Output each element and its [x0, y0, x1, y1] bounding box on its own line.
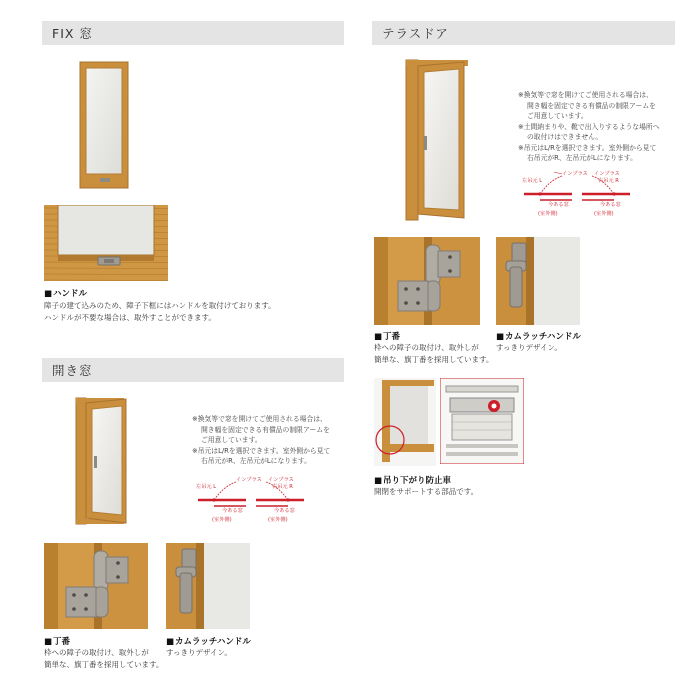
open-notes — [192, 414, 347, 467]
open-note1-line1: ※換気等で窓を開けてご使用される場合は、 — [192, 415, 327, 423]
terrace-note2-line1: ※土間納まりや、靴で出入りするような場所へ — [518, 122, 660, 131]
open-window-image — [74, 396, 132, 526]
open-section-header — [42, 358, 344, 382]
terrace-hinge-desc-line1: 枠への障子の取付け、取外しが — [374, 343, 479, 352]
terrace-hinge-diagram — [518, 166, 636, 218]
open-diagram-existing-right: 今ある窓 — [274, 508, 295, 514]
terrace-diagram-left-hinge-text: 左吊元 L — [522, 178, 543, 184]
terrace-note1-line1: ※換気等で窓を開けてご使用される場合は、 — [518, 91, 653, 99]
fix-handle-label: ■ ハンドル — [44, 287, 87, 299]
terrace-hinge-description — [374, 342, 494, 366]
terrace-diagram-existing-left: 今ある窓 — [548, 202, 569, 208]
fix-handle-desc-line2: ハンドルが不要な場合は、取外すことができます。 — [44, 313, 216, 322]
open-hinge-desc-line2: 簡単な、旗丁番を採用しています。 — [44, 660, 164, 669]
sag-door-image — [374, 378, 436, 466]
sag-desc-line1: 開閉をサポートする部品です。 — [374, 487, 479, 496]
terrace-hinge-desc-line2: 簡単な、旗丁番を採用しています。 — [374, 355, 494, 364]
terrace-diagram-outdoor-right: (室外側) — [594, 211, 614, 217]
sag-label: ■ 吊り下がり防止車 — [374, 474, 451, 486]
open-diagram-outdoor-left: (室外側) — [212, 517, 232, 523]
terrace-latch-description — [496, 342, 616, 354]
open-latch-description — [166, 647, 286, 659]
terrace-hinge-image — [374, 237, 480, 325]
open-hinge-label: ■ 丁番 — [44, 635, 70, 647]
terrace-latch-label: ■ カムラッチハンドル — [496, 330, 581, 342]
terrace-latch-image — [496, 237, 580, 325]
terrace-section-title: テラスドア — [382, 26, 449, 41]
terrace-note3-line1: ※吊元はL/Rを選択できます。室外側から見て — [518, 143, 657, 152]
terrace-note2-line2: の取付けはできません。 — [527, 133, 603, 141]
open-note2-line1: ※吊元はL/Rを選択できます。室外側から見て — [192, 446, 331, 455]
open-diagram-inplus-left: インプラス — [236, 477, 262, 483]
terrace-diagram-right — [582, 170, 630, 217]
open-diagram-outdoor-right: (室外側) — [268, 517, 288, 523]
terrace-note3-line2: 右吊元がR、左吊元がLになります。 — [527, 154, 637, 162]
terrace-diagram-inplus-left: インプラス — [562, 171, 588, 177]
sag-description — [374, 486, 574, 498]
terrace-diagram-right-hinge-text: 右吊元 R — [598, 178, 619, 184]
open-latch-image — [166, 543, 250, 629]
terrace-door-image — [404, 58, 472, 222]
open-diagram-left-hinge-text: 左吊元 L — [196, 484, 217, 490]
terrace-diagram-existing-right: 今ある窓 — [600, 202, 621, 208]
open-section-title: 開き窓 — [52, 363, 93, 378]
open-diagram-right-hinge-text: 右吊元 R — [272, 484, 293, 490]
fix-handle-description — [44, 300, 344, 324]
open-diagram-right — [256, 476, 304, 523]
terrace-latch-desc-line1: すっきりデザイン。 — [496, 343, 562, 352]
open-note1-line2: 開き幅を固定できる有償品の制限アームを — [201, 425, 330, 434]
terrace-diagram-outdoor-left: (室外側) — [538, 211, 558, 217]
terrace-note1-line3: ご用意しています。 — [527, 112, 588, 120]
open-note2-line2: 右吊元がR、左吊元がLになります。 — [201, 457, 311, 465]
open-hinge-description — [44, 647, 169, 671]
open-diagram-left — [196, 476, 262, 523]
fix-section-title: FIX 窓 — [52, 26, 93, 41]
open-hinge-image — [44, 543, 148, 629]
sag-roller-closeup-image — [440, 378, 524, 464]
terrace-note1-line2: 開き幅を固定できる有償品の制限アームを — [527, 101, 656, 110]
open-note1-line3: ご用意しています。 — [201, 436, 262, 444]
open-diagram-existing-left: 今ある窓 — [222, 508, 243, 514]
fix-handle-desc-line1: 障子の建て込みのため、障子下框にはハンドルを取付けております。 — [44, 301, 276, 310]
terrace-section-header — [372, 21, 675, 45]
terrace-notes — [518, 90, 678, 164]
terrace-diagram-inplus-right: インプラス — [594, 171, 620, 177]
fix-window-image — [78, 60, 130, 190]
fix-section-header — [42, 21, 344, 45]
open-hinge-diagram — [192, 472, 310, 524]
open-latch-label: ■ カムラッチハンドル — [166, 635, 251, 647]
open-latch-desc-line1: すっきりデザイン。 — [166, 648, 232, 657]
terrace-diagram-left — [522, 170, 588, 217]
open-diagram-inplus-right: インプラス — [268, 477, 294, 483]
fix-handle-closeup-image — [44, 205, 168, 281]
terrace-hinge-label: ■ 丁番 — [374, 330, 400, 342]
open-hinge-desc-line1: 枠への障子の取付け、取外しが — [44, 648, 149, 657]
